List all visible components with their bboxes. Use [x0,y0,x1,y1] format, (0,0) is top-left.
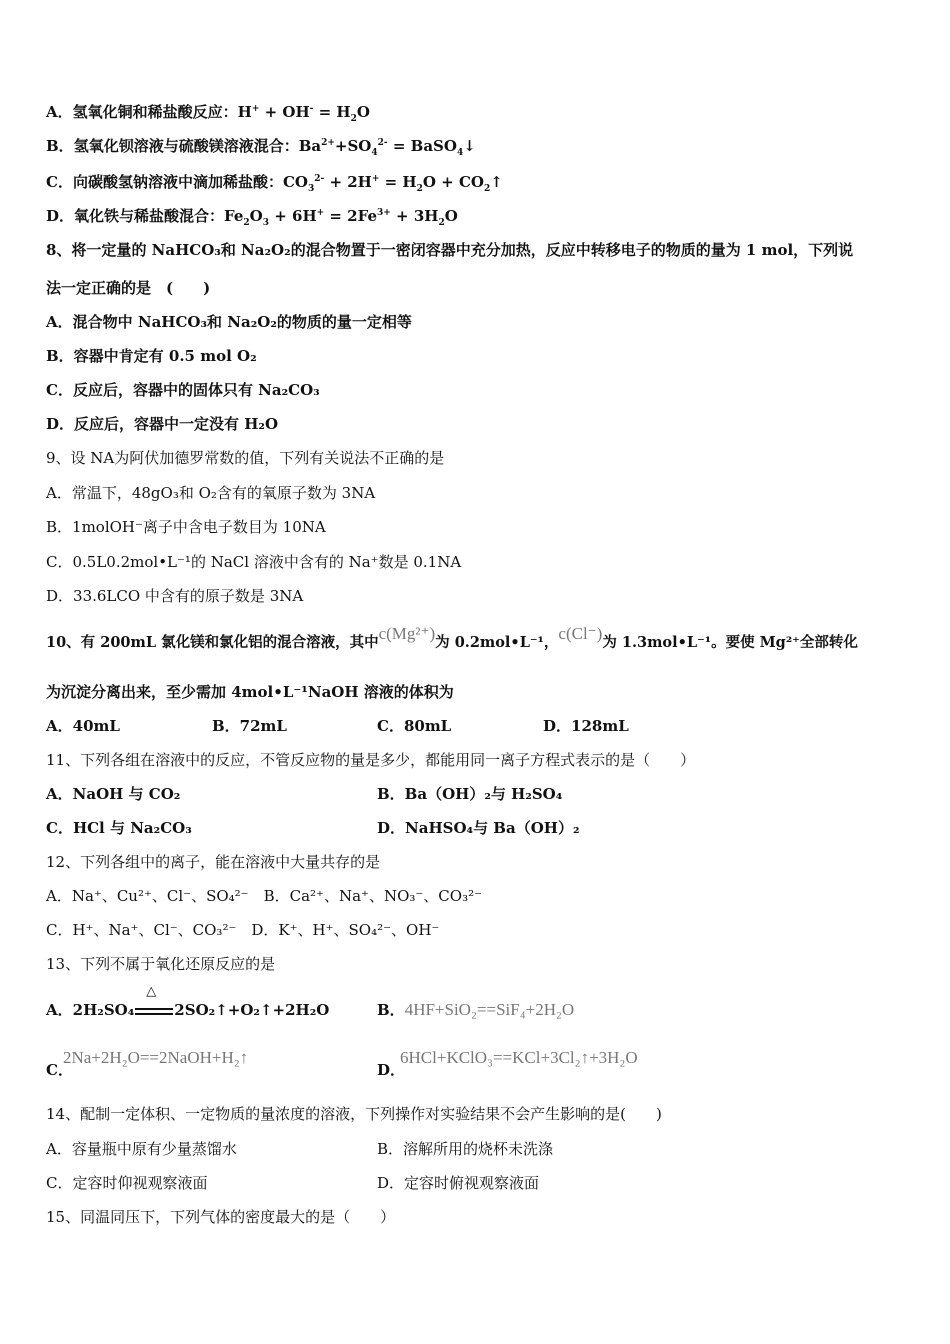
text: 为 0.2mol•L⁻¹， [435,634,559,651]
q8-option-c: C．反应后，容器中的固体只有 Na₂CO₃ [46,381,320,399]
q13-stem: 13、下列不属于氧化还原反应的是 [46,955,276,973]
q11-option-d: D．NaHSO₄与 Ba（OH）₂ [377,819,580,837]
sub: 3 [307,184,315,194]
text: = 2Fe [324,207,377,225]
equation: 2Na+2H₂O==2NaOH+H₂↑ [62,1048,249,1067]
q12-options-row2: C．H⁺、Na⁺、Cl⁻、CO₃²⁻ D．K⁺、H⁺、SO₄²⁻、OH⁻ [46,921,440,939]
text: O [444,207,458,225]
q10-stem-line2: 为沉淀分离出来，至少需加 4mol•L⁻¹NaOH 溶液的体积为 [46,683,454,701]
text: + OH [259,103,310,121]
sub: 2 [438,218,445,228]
sub: 2 [416,184,423,194]
heat-triangle-icon: △ [146,984,157,999]
q14-option-c: C．定容时仰视观察液面 [46,1174,208,1192]
sup: 2+ [321,138,335,148]
sub: 2 [243,218,250,228]
q8-option-b: B．容器中肯定有 0.5 mol O₂ [46,347,257,365]
q8-option-a: A．混合物中 NaHCO₃和 Na₂O₂的物质的量一定相等 [46,313,412,331]
sub: 2 [350,114,357,124]
text: 氧化铁与稀盐酸混合：Fe [74,207,244,225]
sub: 4 [371,148,378,158]
q7-option-d [46,206,458,226]
q7-option-a [46,102,370,122]
c-cl-formula: c(Cl⁻) [558,624,603,643]
sup: + [251,104,260,114]
q11-stem: 11、下列各组在溶液中的反应，不管反应物的量是多少，都能用同一离子方程式表示的是（ ） [46,751,696,769]
c-mg-formula: c(Mg²⁺) [378,624,436,643]
q12-options-row1: A．Na⁺、Cu²⁺、Cl⁻、SO₄²⁻ B．Ca²⁺、Na⁺、NO₃⁻、CO₃²⁻ [46,887,483,905]
sub: 3 [262,218,269,228]
q9-option-d: D．33.6LCO 中含有的原子数是 3NA [46,587,304,605]
text: 氢氧化钡溶液与硫酸镁溶液混合：Ba [73,137,322,155]
text: = BaSO [387,137,457,155]
q11-option-c: C．HCl 与 Na₂CO₃ [46,819,192,837]
equation-left: 2H₂SO₄ [72,1001,135,1019]
text: 氢氧化铜和稀盐酸反应：H [72,103,252,121]
text: 向碳酸氢钠溶液中滴加稀盐酸：CO [72,173,308,191]
q13-option-d [377,1048,643,1079]
text: O [249,207,263,225]
q10-option-c: C．80mL [377,717,452,735]
sub: 2 [483,184,491,194]
sup: + [316,208,325,218]
text: = H [313,103,351,121]
text: ↓ [463,137,476,155]
option-label: C． [46,173,73,191]
q14-stem: 14、配制一定体积、一定物质的量浓度的溶液，下列操作对实验结果不会产生影响的是( ) [46,1105,662,1123]
q7-option-b [46,136,476,156]
q12-stem: 12、下列各组中的离子，能在溶液中大量共存的是 [46,853,381,871]
q13-option-a [46,984,330,1020]
equation: 6HCl+KClO₃==KCl+3Cl₂↑+3H₂O [400,1048,638,1067]
option-label: B． [377,1001,405,1019]
equation-right: 2SO₂↑+O₂↑+2H₂O [174,1001,330,1019]
heat-equals-sign [134,984,174,1020]
option-label: C． [46,1061,73,1079]
text: + 2H [324,173,372,191]
q10-option-d: D．128mL [543,717,629,735]
q8-stem-line2: 法一定正确的是 ( ) [46,279,211,297]
q8-stem-line1: 8、将一定量的 NaHCO₃和 Na₂O₂的混合物置于一密闭容器中充分加热，反应中转移电子的物质的量为 1 mol，下列说 [46,241,854,259]
option-label: D． [46,207,75,225]
option-label: B． [46,137,74,155]
q15-stem: 15、同温同压下，下列气体的密度最大的是（ ） [46,1208,396,1226]
text: O [356,103,370,121]
q13-option-c [46,1048,258,1079]
q9-option-c: C．0.5L0.2mol•L⁻¹的 NaCl 溶液中含有的 Na⁺数是 0.1NA [46,553,462,571]
q7-option-c [46,172,503,192]
q10-option-b: B．72mL [212,717,287,735]
text: 10、有 200mL 氯化镁和氯化铝的混合溶液，其中 [46,634,379,651]
q9-option-b: B．1molOH⁻离子中含电子数目为 10NA [46,518,326,536]
text: ↑ [490,173,503,191]
sup: 3+ [377,208,391,218]
q9-option-a: A．常温下，48gO₃和 O₂含有的氧原子数为 3NA [46,484,376,502]
q11-option-a: A．NaOH 与 CO₂ [46,785,181,803]
q14-option-b: B．溶解所用的烧杯未洗涤 [377,1140,554,1158]
q11-option-b: B．Ba（OH）₂与 H₂SO₄ [377,785,563,803]
sub: 4 [456,148,464,158]
text: 为 1.3mol•L⁻¹。要使 Mg²⁺全部转化 [602,634,858,651]
equation: 4HF+SiO₂==SiF₄+2H₂O [404,1000,575,1019]
q14-option-d: D．定容时俯视观察液面 [377,1174,540,1192]
text: +SO [334,137,372,155]
sup: 2- [314,174,325,184]
option-label: A． [46,103,73,121]
option-label: A． [46,1001,73,1019]
sup: 2- [377,138,388,148]
text: + 3H [390,207,439,225]
q9-stem: 9、设 NA为阿伏加德罗常数的值，下列有关说法不正确的是 [46,449,445,467]
q10-options [46,716,629,736]
q13-option-b [377,1000,574,1020]
sup: - [309,104,314,114]
option-label: D． [377,1061,406,1079]
q14-option-a: A．容量瓶中原有少量蒸馏水 [46,1140,237,1158]
text: + 6H [269,207,317,225]
sup: + [371,174,380,184]
text: O + CO [422,173,484,191]
q10-stem-line1 [46,624,858,653]
q8-option-d: D．反应后，容器中一定没有 H₂O [46,415,279,433]
text: = H [379,173,417,191]
q10-option-a: A．40mL [46,717,120,735]
